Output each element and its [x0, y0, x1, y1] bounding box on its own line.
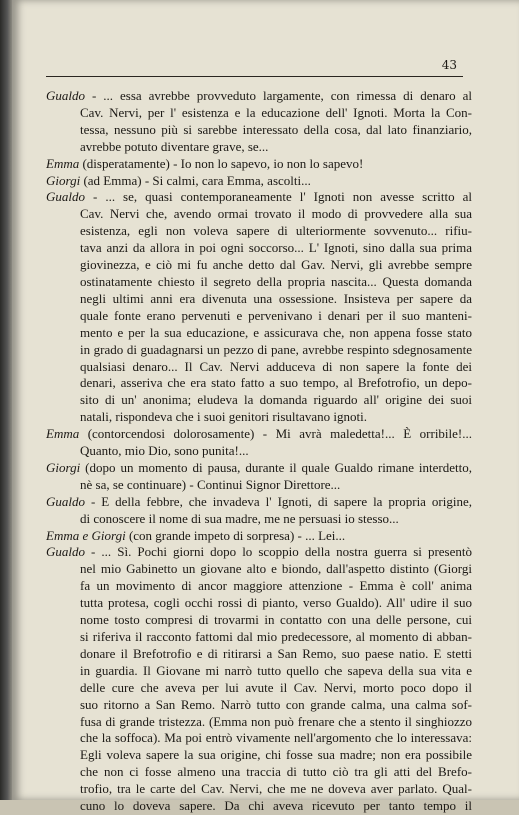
line-text: in grado di guadagnarsi un pezzo di pane, avrebbe respinto sdegnosamente [80, 341, 472, 357]
line-text: natali, rispondeva che i suoi genitori risultavano ignoti. [80, 409, 368, 425]
line-text: si riferiva il racconto fattomi dal mio predecessore, al momento di abban- [80, 629, 472, 644]
speaker-name: Gualdo [46, 189, 85, 205]
text-line [46, 494, 472, 511]
speaker-name: Emma e Giorgi [46, 527, 126, 543]
speaker-name: Giorgi [46, 459, 81, 475]
text-line [46, 206, 472, 223]
text-line [46, 477, 472, 494]
text-line [46, 409, 472, 426]
text-line [46, 460, 472, 477]
speaker-name: Gualdo [46, 544, 85, 560]
text-line [46, 156, 472, 173]
text-line [46, 781, 472, 798]
line-text: di conoscere il nome di sua madre, me ne persuasi io stesso... [80, 510, 399, 526]
text-line [46, 561, 472, 578]
line-text: nome tosto compresi di trovarmi in contatto con una delle persone, cui [80, 612, 472, 628]
text-line [46, 189, 472, 206]
header-rule [46, 76, 463, 77]
text-line [46, 663, 472, 680]
line-text: donare il Brefotrofio e di ritirarsi a San Remo, suo paese natio. E stetti [80, 645, 472, 661]
book-spine-shadow [0, 0, 12, 800]
line-text: tutta protesa, cogli occhi rossi di pianto, verso Gualdo). All' udire il suo [80, 595, 472, 611]
text-line [46, 173, 472, 190]
speaker-name: Gualdo [46, 88, 85, 103]
line-text: ostinatamente chiesto il segreto della propria nascita... Questa domanda [80, 273, 472, 289]
line-text: sito di un' anonima; eludeva la domanda riguardo all' origine dei suoi [80, 392, 472, 408]
line-text: quale fonte erano pervenuti e pervenivano i denari per il suo manteni- [80, 307, 472, 323]
line-text: delle cure che aveva per lui avute il Cav. Nervi, morto poco dopo il [80, 679, 472, 695]
line-text: Quanto, mio Dio, sono punita!... [80, 443, 249, 459]
line-text: Egli voleva sapere la sua origine, chi fosse sua madre; non era possibile [80, 747, 472, 763]
line-text: suo ritorno a San Remo. Narrò tutto con grande calma, una calma sof- [80, 696, 472, 712]
text-line [46, 105, 472, 122]
line-text: qualsiasi denaro... Il Cav. Nervi adduceva di non sapere la fonte dei [80, 358, 472, 374]
line-text: fa un movimento di ancor maggiore attenzione - Emma è coll' anima [80, 578, 472, 594]
text-line [46, 697, 472, 714]
text-line [46, 595, 472, 612]
text-line [46, 714, 472, 731]
text-line [46, 426, 472, 443]
page-number: 43 [441, 58, 457, 72]
play-dialogue-text [46, 88, 472, 815]
line-text: - ... Sì. Pochi giorni dopo lo scoppio della nostra guerra si presentò [85, 544, 472, 560]
text-line [46, 392, 472, 409]
line-text: tessa, nessuno più si sarebbe interessato della cosa, dal lato finanziario, [80, 121, 472, 137]
book-page [12, 0, 519, 814]
line-text: negli ultimi anni era divenuta una ossessione. Insisteva per sapere da [80, 290, 472, 306]
text-line [46, 325, 472, 342]
text-line [46, 308, 472, 325]
line-text: nè sa, se continuare) - Continui Signor Direttore... [80, 476, 341, 492]
line-text: che non ci fosse almeno una traccia di tutto ciò tra gli atti del Brefo- [80, 764, 472, 780]
text-line [46, 544, 472, 561]
text-line [46, 646, 472, 663]
line-text: esistenza, egli non voleva sapere di ulteriormente sovvenuto... rifiu- [80, 223, 472, 239]
text-line [46, 443, 472, 460]
speaker-name: Emma [46, 155, 80, 171]
line-text: giovinezza, e ciò mi fu anche detto dal Gav. Nervi, gli avrebbe sempre [80, 257, 472, 273]
line-text: (contorcendosi dolorosamente) - Mi avrà maledetta!... È orribile!... [79, 426, 472, 442]
speaker-name: Emma [46, 426, 80, 442]
text-line [46, 629, 472, 646]
text-line [46, 274, 472, 291]
line-text: - E della febbre, che invadeva l' Ignoti, di sapere la propria origine, [85, 493, 472, 509]
line-text: (dopo un momento di pausa, durante il quale Gualdo rimane interdetto, [80, 459, 472, 475]
text-line [46, 291, 472, 308]
text-line [46, 257, 472, 274]
line-text: cuno lo doveva sapere. Da chi aveva ricevuto per tanto tempo il [80, 798, 472, 814]
text-line [46, 528, 472, 545]
text-line [46, 730, 472, 747]
line-text: avrebbe potuto diventare grave, se... [80, 138, 269, 154]
line-text: trofio, tra le carte del Cav. Nervi, che me ne doveva aver parlato. Qual- [80, 781, 472, 797]
line-text: - ... se, quasi contemporaneamente l' Ignoti non avesse scritto al [85, 189, 472, 205]
text-line [46, 342, 472, 359]
text-line [46, 88, 472, 105]
text-line [46, 612, 472, 629]
text-line [46, 680, 472, 697]
speaker-name: Gualdo [46, 493, 85, 509]
line-text: in guardia. Il Giovane mi narrò tutto quello che sapeva della sua vita e [80, 662, 472, 678]
line-text: - ... essa avrebbe provveduto largamente, con rimessa di denaro al [85, 88, 472, 103]
line-text: (ad Emma) - Si calmi, cara Emma, ascolti... [80, 172, 311, 188]
line-text: Cav. Nervi che, avendo ormai trovato il modo di provvedere alla sua [80, 206, 472, 222]
text-line [46, 511, 472, 528]
text-line [46, 798, 472, 815]
text-line [46, 139, 472, 156]
line-text: (con grande impeto di sorpresa) - ... Lei... [125, 527, 346, 543]
text-line [46, 240, 472, 257]
text-line [46, 578, 472, 595]
text-line [46, 223, 472, 240]
line-text: che la soffoca). Ma poi entrò vivamente nell'argomento che lo interessava: [80, 730, 472, 746]
text-line [46, 747, 472, 764]
line-text: tava anzi da allora in poi ogni soccorso... L' Ignoti, sino dalla sua prima [80, 240, 472, 256]
line-text: nel mio Gabinetto un giovane alto e biondo, dall'aspetto distinto (Giorgi [80, 561, 472, 577]
line-text: mento e per la sua educazione, e assicurava che, non appena fosse stato [80, 324, 472, 340]
line-text: fusa di grande tristezza. (Emma non può frenare che a stento il singhiozzo [80, 713, 472, 729]
line-text: denari, asseriva che era stato fatto a suo tempo, al Brefotrofio, un depo- [80, 375, 472, 391]
text-line [46, 764, 472, 781]
line-text: Cav. Nervi, per l' esistenza e la educazione dell' Ignoti. Morta la Con- [80, 104, 472, 120]
text-line [46, 359, 472, 376]
speaker-name: Giorgi [46, 172, 81, 188]
line-text: (disperatamente) - Io non lo sapevo, io non lo sapevo! [79, 155, 364, 171]
text-line [46, 122, 472, 139]
text-line [46, 375, 472, 392]
